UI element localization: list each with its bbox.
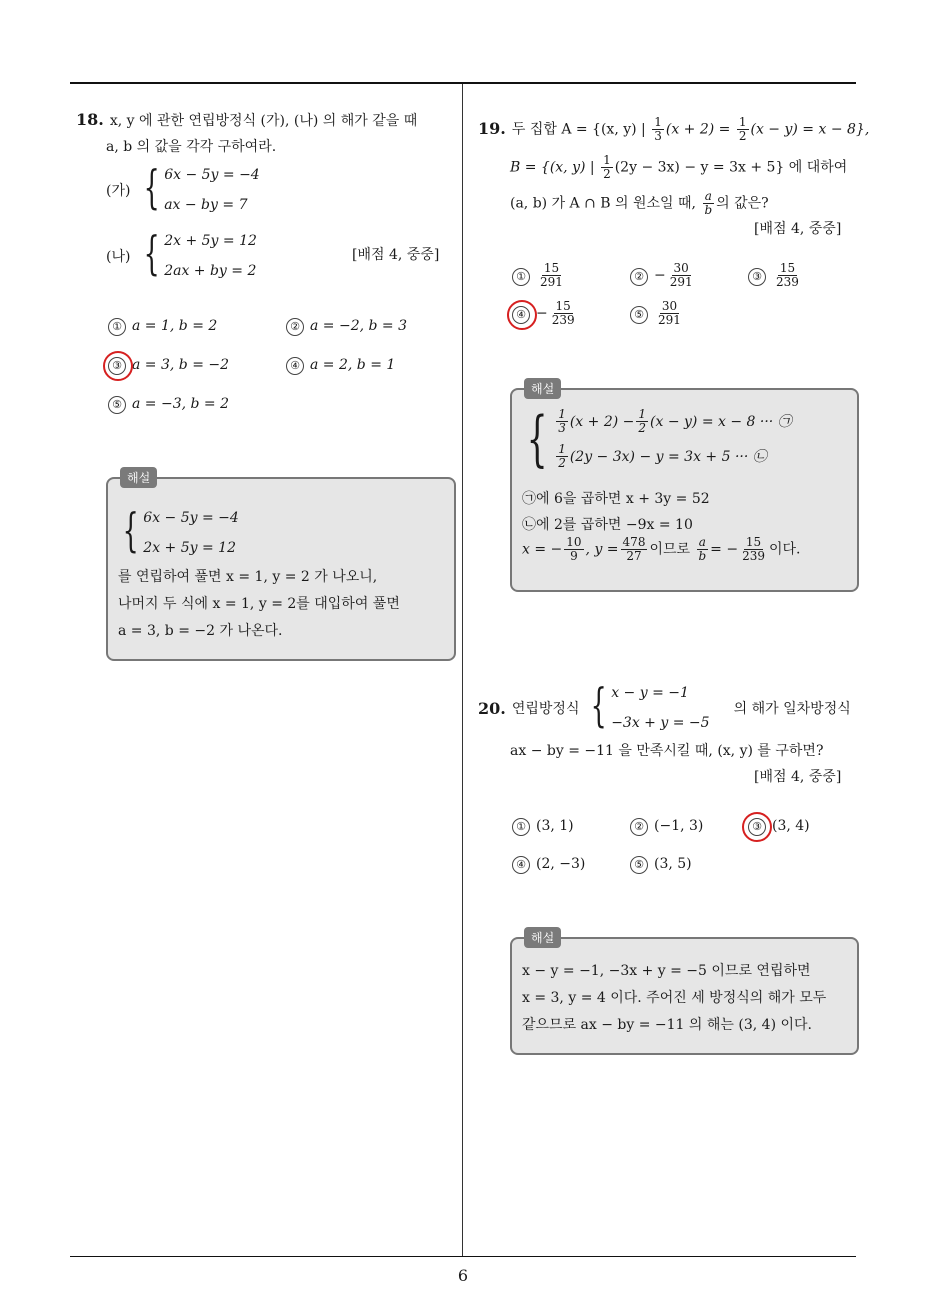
q19-frac-one-third: $\frac{1}{3}$ <box>654 115 662 143</box>
q18-choice-1[interactable]: ① a = 1, b = 2 <box>108 318 217 336</box>
q18-label-ga: (가) <box>106 183 131 199</box>
q19-answer-circle <box>507 300 537 330</box>
q18-sol-line1: 를 연립하여 풀면 x = 1, y = 2 가 나오니, <box>118 569 378 585</box>
q20-choice-2[interactable]: ② (−1, 3) <box>630 818 703 836</box>
q18-system-na: (나) { 2x + 5y = 12 2ax + by = 2 <box>106 226 257 286</box>
q19-number: 19. <box>478 118 506 138</box>
q19-choice-3[interactable]: ③ $\frac{15}{239}$ <box>748 262 803 289</box>
q20-eq2: −3x + y = −5 <box>611 715 710 731</box>
q20-stem-line1: 20. 연립방정식 { x − y = −1 −3x + y = −5 의 해가 일차방정식 <box>478 678 851 738</box>
q18-choice-4[interactable]: ④ a = 2, b = 1 <box>286 357 395 375</box>
q20-choice-3[interactable]: ③ (3, 4) <box>748 818 810 836</box>
q20-solution-tag: 해설 <box>524 927 561 948</box>
q18-sol-eq1: 6x − 5y = −4 <box>143 510 239 526</box>
q20-stem-line2: ax − by = −11 을 만족시킬 때, (x, y) 를 구하면? <box>510 743 824 759</box>
q18-stem-line1: 18. x, y 에 관한 연립방정식 (가), (나) 의 해가 같을 때 <box>76 110 418 129</box>
q20-number: 20. <box>478 698 506 718</box>
q20-difficulty: [배점 4, 중중] <box>754 769 842 785</box>
q18-sol-eq2: 2x + 5y = 12 <box>143 540 236 556</box>
q18-solution-tag: 해설 <box>120 467 157 488</box>
q20-answer-circle <box>742 812 772 842</box>
q18-sol-line2: 나머지 두 식에 x = 1, y = 2를 대입하여 풀면 <box>118 596 400 612</box>
q18-ga-eq2: ax − by = 7 <box>164 197 248 213</box>
q19-stem-line2: B = {(x, y) | $\frac{1}{2}$ (2y − 3x) − y = 3x + 5} 에 대하여 <box>510 153 848 181</box>
q20-sol-line3: 같으므로 ax − by = −11 의 해는 (3, 4) 이다. <box>522 1017 812 1033</box>
q20-choice-5[interactable]: ⑤ (3, 5) <box>630 856 692 874</box>
q19-choice-5[interactable]: ⑤ $\frac{30}{291}$ <box>630 300 685 327</box>
q19-solution-system: { $\frac{1}{3}$ (x + 2) − $\frac{1}{2}$ (x − y) = x − 8 ··· ㉠ $\frac{1}{2}$ (2y − 3x) − y = 3x + 5 ··· ㉡ <box>526 404 792 474</box>
q19-sol-eq2: $\frac{1}{2}$ (2y − 3x) − y = 3x + 5 ··· ㉡ <box>558 442 767 470</box>
q19-stem-line3: (a, b) 가 A ∩ B 의 원소일 때, $\frac{a}{b}$ 의 값은? <box>510 189 769 217</box>
q20-sol-line1: x − y = −1, −3x + y = −5 이므로 연립하면 <box>522 963 811 979</box>
q18-choice-5[interactable]: ⑤ a = −3, b = 2 <box>108 396 229 414</box>
q18-difficulty: [배점 4, 중중] <box>352 247 440 263</box>
q18-choice-3[interactable]: ③ a = 3, b = −2 <box>108 357 229 375</box>
bottom-rule <box>70 1256 856 1257</box>
q18-system-ga: (가) { 6x − 5y = −4 ax − by = 7 <box>106 160 260 220</box>
q19-sol-eq1: $\frac{1}{3}$ (x + 2) − $\frac{1}{2}$ (x − y) = x − 8 ··· ㉠ <box>558 407 792 435</box>
q20-choice-4[interactable]: ④ (2, −3) <box>512 856 585 874</box>
q18-ga-eq1: 6x − 5y = −4 <box>164 167 260 183</box>
q19-difficulty: [배점 4, 중중] <box>754 221 842 237</box>
q19-choice-4[interactable]: ④ − $\frac{15}{239}$ <box>512 300 579 327</box>
q19-frac-one-half: $\frac{1}{2}$ <box>738 115 747 143</box>
q20-sol-line2: x = 3, y = 4 이다. 주어진 세 방정식의 해가 모두 <box>522 990 827 1006</box>
q19-sol-line2: ㉡에 2를 곱하면 −9x = 10 <box>522 517 693 533</box>
page-number: 6 <box>457 1266 469 1285</box>
q19-frac-a-over-b: $\frac{a}{b}$ <box>704 189 713 217</box>
q19-sol-line3: x = − $\frac{10}{9}$ , y = $\frac{478}{27}$ 이므로 $\frac{a}{b}$ = − $\frac{15}{239}$ 이다. <box>522 535 801 563</box>
q18-sol-line3: a = 3, b = −2 가 나온다. <box>118 623 283 639</box>
q19-choice-1[interactable]: ① $\frac{15}{291}$ <box>512 262 567 289</box>
column-divider <box>462 84 463 1256</box>
top-rule <box>70 82 856 84</box>
q18-label-na: (나) <box>106 249 131 265</box>
q19-stem-line1: 19. 두 집합 A = {(x, y) | $\frac{1}{3}$ (x + 2) = $\frac{1}{2}$ (x − y) = x − 8}, <box>478 115 870 143</box>
q18-choice-2[interactable]: ② a = −2, b = 3 <box>286 318 407 336</box>
q20-eq1: x − y = −1 <box>611 685 689 701</box>
q19-choice-2[interactable]: ② − $\frac{30}{291}$ <box>630 262 697 289</box>
q18-answer-circle <box>103 351 133 381</box>
q18-number: 18. <box>76 110 104 129</box>
q18-na-eq2: 2ax + by = 2 <box>164 263 257 279</box>
q19-sol-line1: ㉠에 6을 곱하면 x + 3y = 52 <box>522 491 710 507</box>
q19-frac-one-half-b: $\frac{1}{2}$ <box>603 153 611 181</box>
q18-solution-system: { 6x − 5y = −4 2x + 5y = 12 <box>116 503 239 563</box>
q20-choice-1[interactable]: ① (3, 1) <box>512 818 574 836</box>
q18-na-eq1: 2x + 5y = 12 <box>164 233 257 249</box>
q19-solution-tag: 해설 <box>524 378 561 399</box>
q18-stem-line2: a, b 의 값을 각각 구하여라. <box>106 139 277 155</box>
